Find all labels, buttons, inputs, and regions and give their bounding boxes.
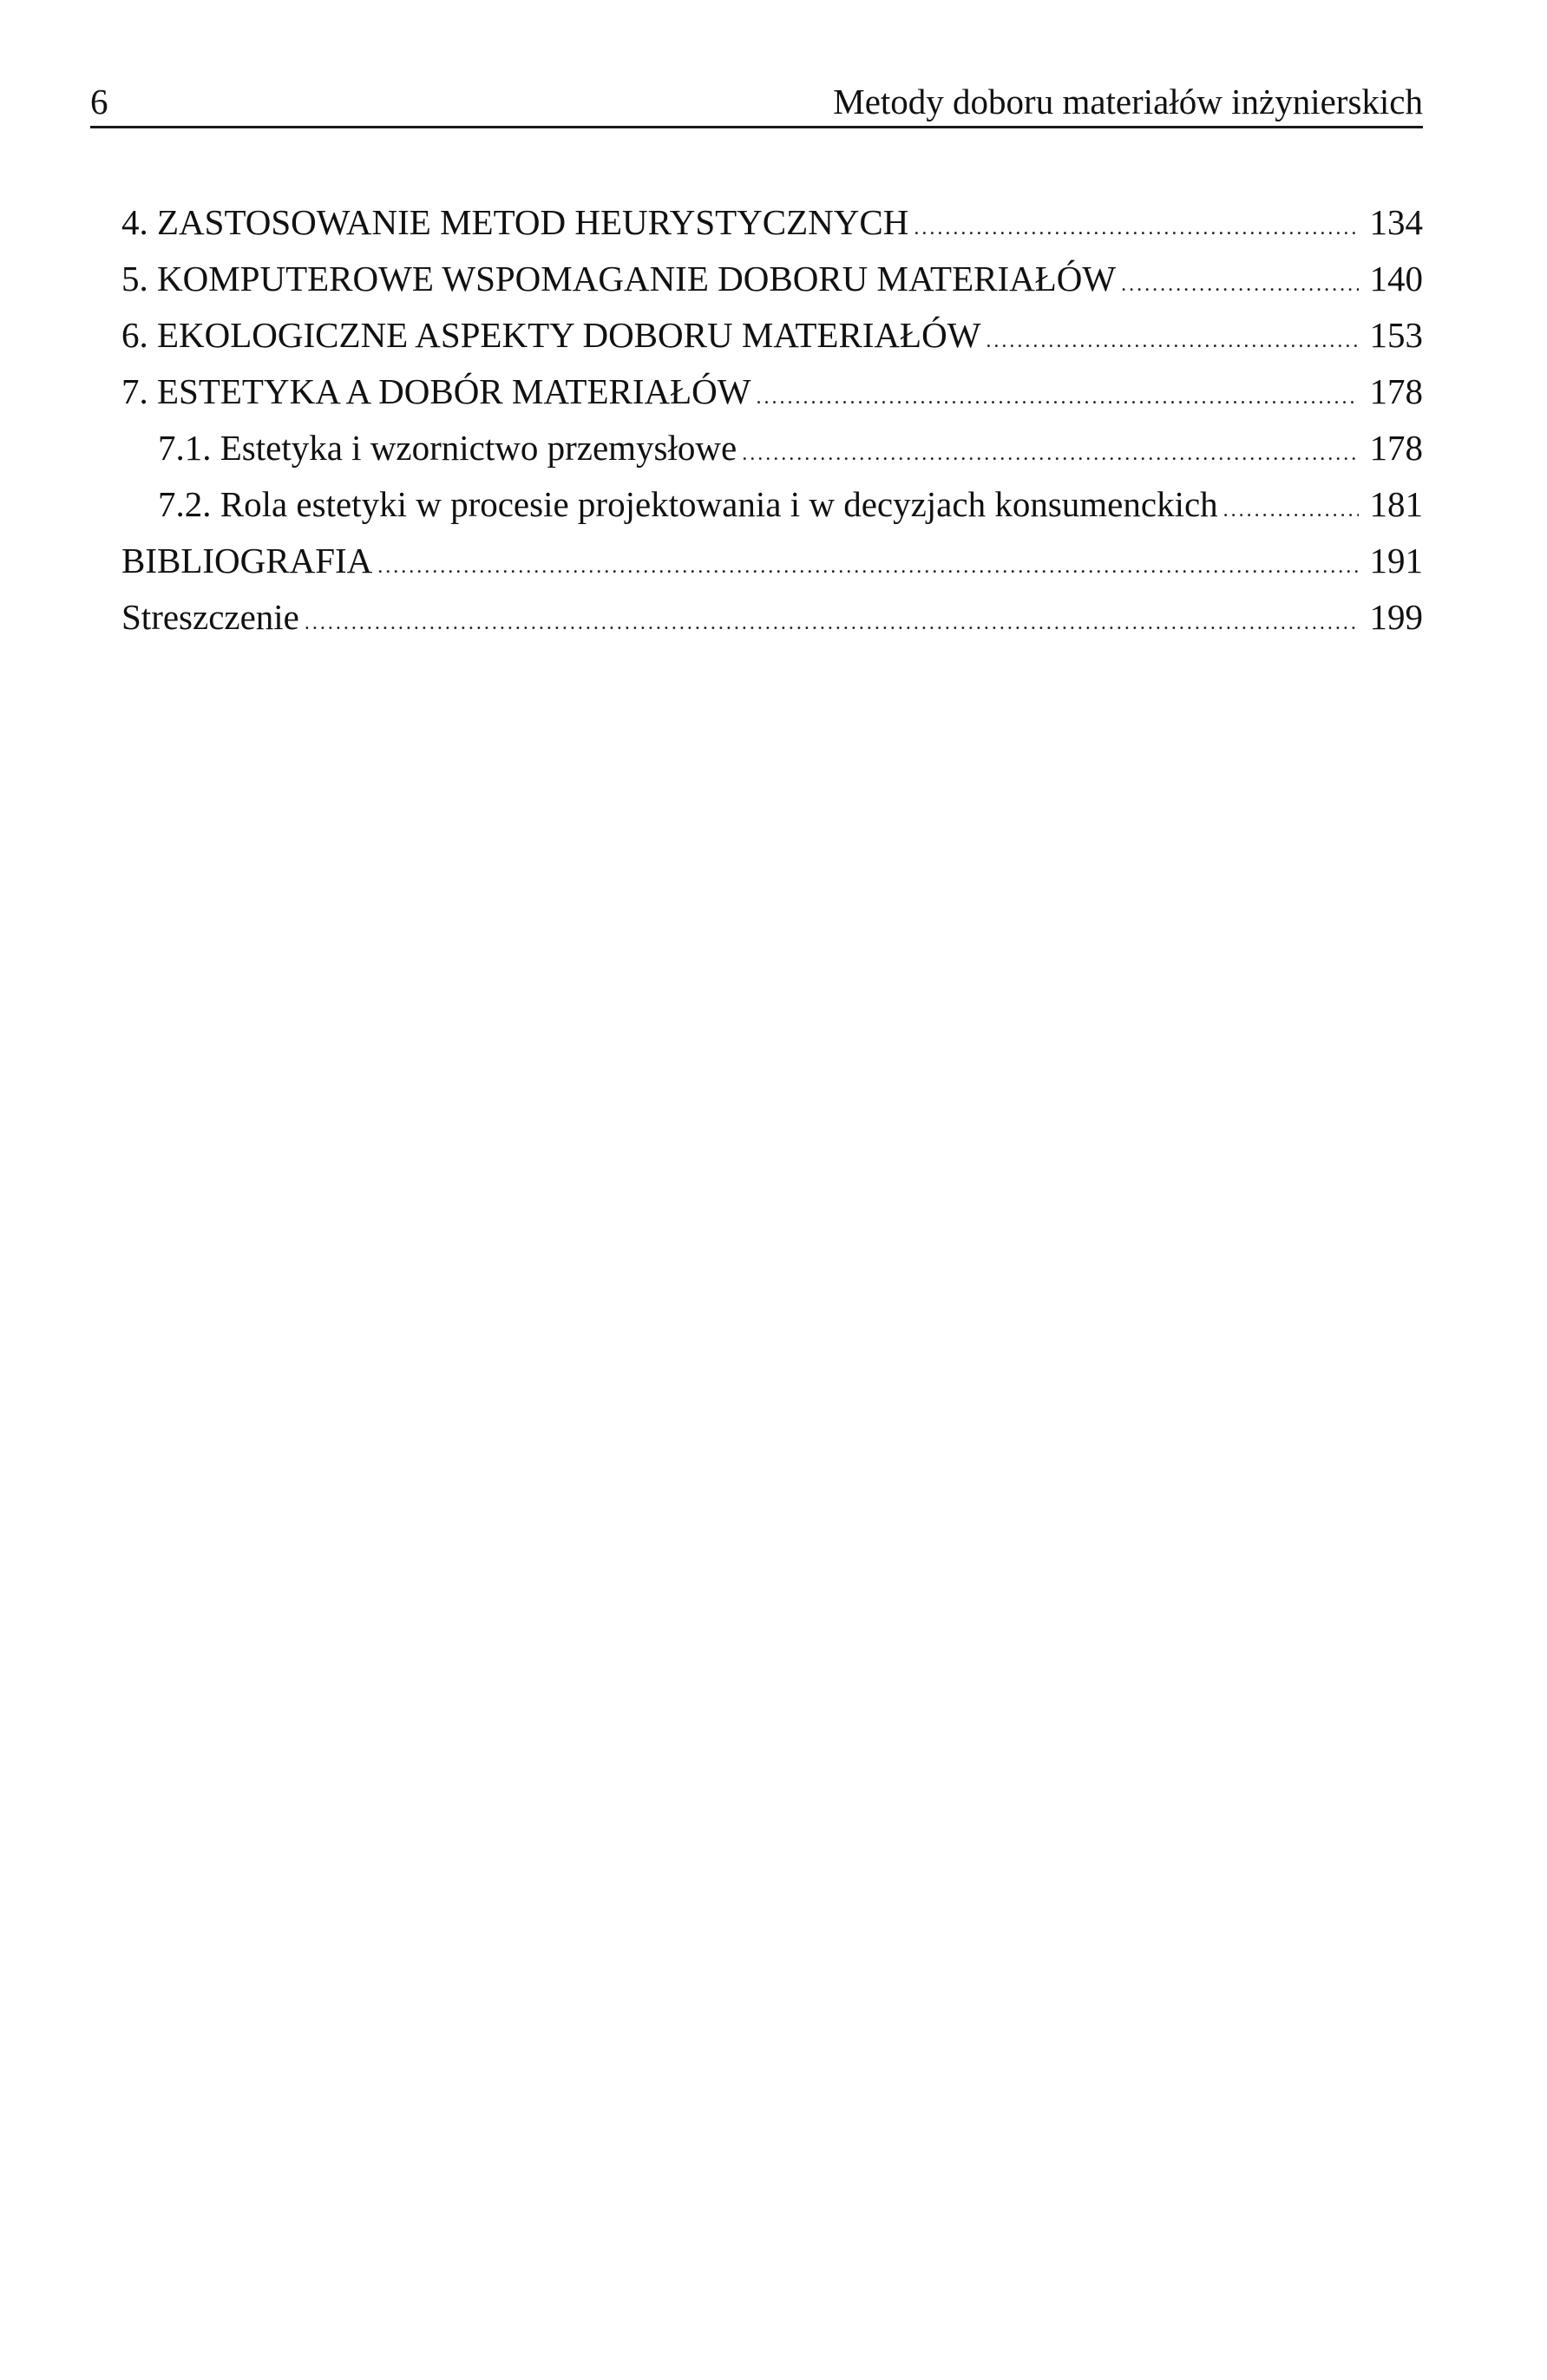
table-of-contents (121, 194, 1423, 646)
toc-dot-leader (986, 313, 1359, 370)
toc-entry-title: 4. ZASTOSOWANIE METOD HEURYSTYCZNYCH (121, 202, 909, 242)
toc-entry-page: 153 (1369, 315, 1423, 355)
toc-entry-page: 178 (1369, 428, 1423, 468)
toc-dot-leader (377, 539, 1359, 595)
toc-entry-summary[interactable] (121, 589, 1423, 646)
running-header (90, 80, 1423, 128)
toc-entry-section-7-1[interactable] (121, 420, 1423, 476)
toc-entry-chapter-6[interactable] (121, 307, 1423, 364)
toc-entry-page: 134 (1369, 202, 1423, 242)
toc-dot-leader (1121, 257, 1359, 313)
toc-entry-title: 7. ESTETYKA A DOBÓR MATERIAŁÓW (121, 371, 751, 411)
toc-entry-section-7-2[interactable] (121, 476, 1423, 533)
running-title: Metody doboru materiałów inżynierskich (833, 82, 1423, 121)
toc-entry-page: 140 (1369, 259, 1423, 298)
toc-entry-page: 178 (1369, 371, 1423, 411)
toc-dot-leader (756, 370, 1359, 426)
toc-entry-chapter-5[interactable] (121, 251, 1423, 307)
page-number: 6 (90, 82, 108, 121)
toc-entry-title: 5. KOMPUTEROWE WSPOMAGANIE DOBORU MATERIAŁÓW (121, 259, 1117, 298)
toc-entry-chapter-7[interactable] (121, 364, 1423, 420)
toc-dot-leader (305, 595, 1359, 652)
toc-entry-page: 181 (1369, 484, 1423, 524)
toc-entry-page: 191 (1369, 541, 1423, 580)
toc-entry-chapter-4[interactable] (121, 194, 1423, 251)
toc-dot-leader (914, 200, 1359, 257)
toc-entry-title: 6. EKOLOGICZNE ASPEKTY DOBORU MATERIAŁÓW (121, 315, 981, 355)
toc-entry-title: BIBLIOGRAFIA (121, 541, 373, 580)
toc-entry-title: 7.2. Rola estetyki w procesie projektowania i w decyzjach konsumenckich (158, 484, 1218, 524)
toc-entry-bibliography[interactable] (121, 533, 1423, 589)
toc-dot-leader (1223, 482, 1359, 539)
toc-entry-title: 7.1. Estetyka i wzornictwo przemysłowe (158, 428, 737, 468)
toc-entry-page: 199 (1369, 597, 1423, 637)
toc-dot-leader (742, 426, 1359, 482)
toc-entry-title: Streszczenie (121, 597, 299, 637)
